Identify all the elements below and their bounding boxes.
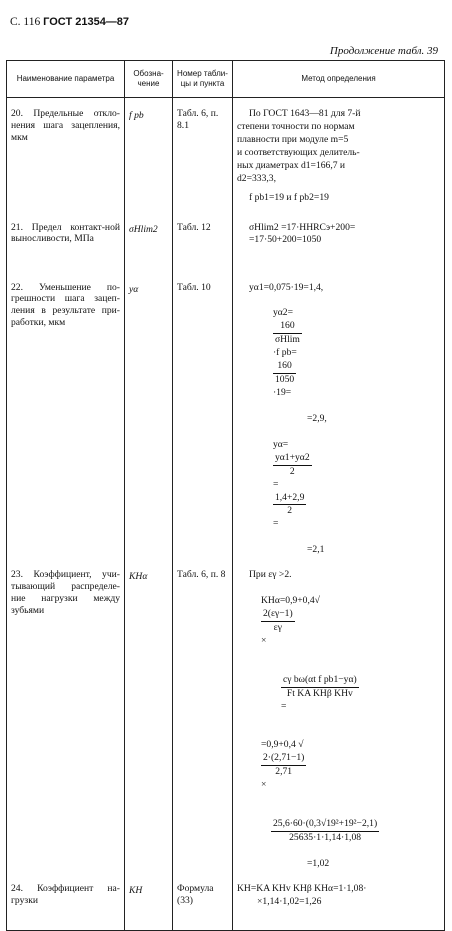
parameters-table bbox=[6, 60, 445, 931]
parameter-symbol: yα bbox=[125, 272, 173, 560]
table-row bbox=[7, 98, 445, 212]
table-reference: Табл. 10 bbox=[173, 272, 233, 560]
parameter-symbol: KHα bbox=[125, 559, 173, 873]
parameter-symbol: f pb bbox=[125, 98, 173, 212]
method-text: yα1=0,075·19=1,4, yα2= $\frac{160}{\sigma Hlim}$ ·f pb= $\frac{160}{1050}$ ·19= =2,9, yα= $\frac{y\alpha 1+y\alpha 2}{2}$ = $\frac{1,4+2,9}{2}$ = =2,1 bbox=[233, 272, 445, 560]
method-text: σHlim2 =17·HHRCэ+200= =17·50+200=1050 bbox=[233, 212, 445, 272]
table-header-row bbox=[7, 61, 445, 98]
column-header-symbol: Обозна-чение bbox=[125, 61, 173, 98]
method-text: По ГОСТ 1643—81 для 7-й степени точности по нормам плавности при модуле m=5 и соответствующих делитель- ных диаметрах d1=166,7 и d2=333,3, f pb1=19 и f pb2=19 bbox=[233, 98, 445, 212]
parameter-symbol: KH bbox=[125, 873, 173, 931]
table-reference: Табл. 12 bbox=[173, 212, 233, 272]
parameter-name: 23. Коэффициент, учи-тывающий распределе-ние нагрузки между зубьями bbox=[7, 559, 125, 873]
standard-number: ГОСТ 21354—87 bbox=[43, 16, 130, 28]
table-row bbox=[7, 873, 445, 931]
page-number: С. 116 bbox=[10, 16, 41, 28]
table-continuation-label: Продолжение табл. 39 bbox=[329, 45, 438, 57]
parameter-name: 24. Коэффициент на-грузки bbox=[7, 873, 125, 931]
table-row bbox=[7, 559, 445, 873]
table-reference: Табл. 6, п. 8 bbox=[173, 559, 233, 873]
table-row bbox=[7, 272, 445, 560]
column-header-method: Метод определения bbox=[233, 61, 445, 98]
parameter-symbol: σHlim2 bbox=[125, 212, 173, 272]
column-header-ref: Номер табли-цы и пункта bbox=[173, 61, 233, 98]
parameter-name: 22. Уменьшение по-грешности шага зацеп-ления в результате при-работки, мкм bbox=[7, 272, 125, 560]
parameter-name: 20. Предельные откло-нения шага зацепления, мкм bbox=[7, 98, 125, 212]
method-text: KH=KA KHv KHβ KHα=1·1,08· ×1,14·1,02=1,26 bbox=[233, 873, 445, 931]
table-row bbox=[7, 212, 445, 272]
page-header bbox=[10, 16, 129, 28]
method-text: При εγ >2. KHα=0,9+0,4√ $\frac{2(\varepsilon\gamma-1)}{\varepsilon\gamma}$ × $\frac{\text{cγ bω(αt f pb1−yα)}}{\text{Ft KA KHβ KHv}}$ = =0,9+0,4 √ $\frac{2\cdot(2,71-1)}{2,71}$ × $\frac{\text{25,6·60·(0,3√19²+19²−2,1)}}{25635\cdot 1\cdot 1,14\cdot 1,08}$ =1,02 bbox=[233, 559, 445, 873]
table-reference: Формула (33) bbox=[173, 873, 233, 931]
table-reference: Табл. 6, п. 8.1 bbox=[173, 98, 233, 212]
parameter-name: 21. Предел контакт-ной выносливости, МПа bbox=[7, 212, 125, 272]
column-header-name: Наименование параметра bbox=[7, 61, 125, 98]
